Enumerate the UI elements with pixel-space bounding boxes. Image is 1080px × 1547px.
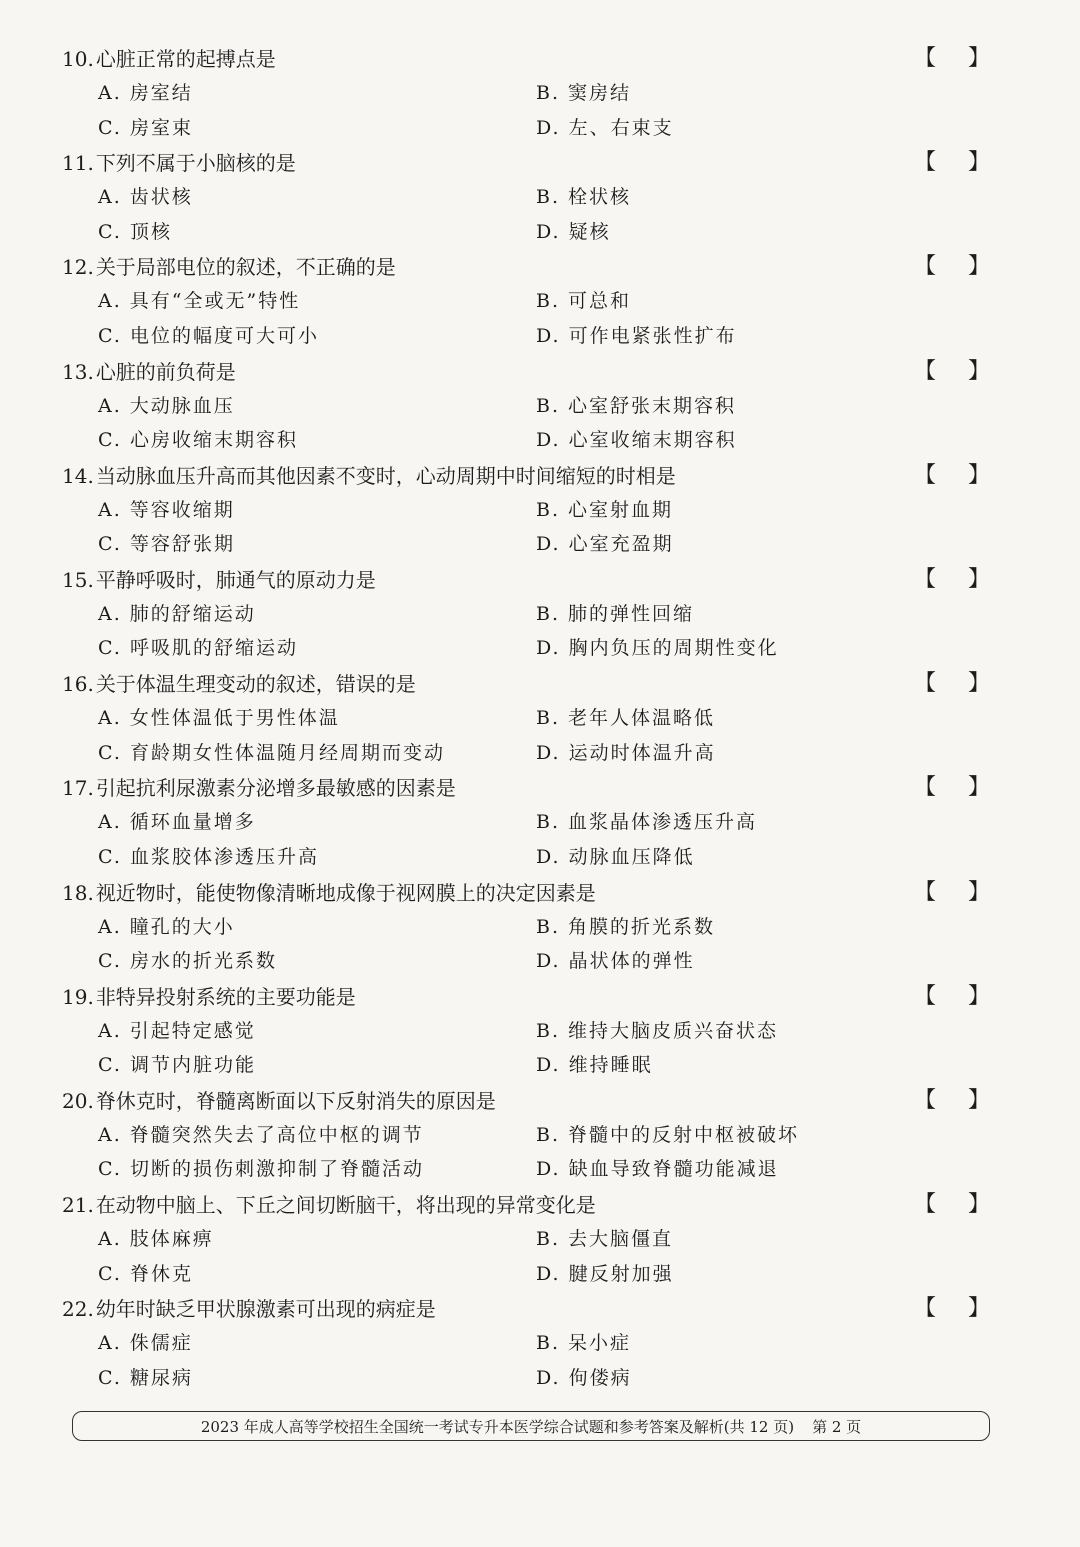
bracket-open: 【	[914, 462, 937, 488]
question-number: 21.	[62, 1193, 94, 1218]
bracket-close: 】	[967, 150, 990, 176]
question-number: 10.	[62, 47, 94, 71]
question-17	[62, 771, 1002, 875]
question-stem	[62, 876, 596, 910]
question-stem	[62, 1084, 496, 1118]
question-text: 关于体温生理变动的叙述，错误的是	[95, 672, 416, 697]
option-d: D. 运动时体温升高	[536, 741, 716, 764]
bracket-open: 【	[914, 879, 937, 905]
question-11	[62, 146, 1002, 250]
footer-title: 2023 年成人高等学校招生全国统一考试专升本医学综合试题和参考答案及解析(共 12 页)	[200, 1418, 795, 1436]
answer-bracket	[914, 771, 990, 805]
option-d: D. 晶状体的弹性	[536, 950, 695, 972]
answer-bracket	[914, 980, 990, 1014]
question-text: 关于局部电位的叙述，不正确的是	[95, 255, 396, 280]
option-b: B. 心室射血期	[536, 498, 674, 521]
option-a: A. 肺的舒缩运动	[98, 602, 256, 625]
question-text: 引起抗利尿激素分泌增多最敏感的因素是	[95, 776, 456, 801]
option-c: C. 血浆胶体渗透压升高	[98, 845, 319, 868]
question-13	[62, 355, 1002, 459]
answer-bracket	[914, 1084, 990, 1118]
bracket-close: 】	[967, 1192, 990, 1218]
option-c: C. 等容舒张期	[98, 533, 235, 556]
question-number: 12.	[62, 255, 94, 280]
question-text: 非特异投射系统的主要功能是	[95, 984, 356, 1009]
bracket-close: 】	[967, 254, 990, 280]
option-c: C. 呼吸肌的舒缩运动	[98, 637, 298, 660]
bracket-close: 】	[967, 46, 990, 71]
option-c: C. 顶核	[98, 220, 172, 243]
question-stem	[62, 459, 676, 493]
answer-bracket	[914, 146, 990, 180]
answer-bracket	[914, 563, 990, 597]
option-a: A. 侏儒症	[98, 1332, 193, 1355]
question-text: 下列不属于小脑核的是	[95, 151, 296, 176]
bracket-close: 】	[967, 671, 990, 697]
question-stem	[62, 146, 296, 180]
option-d: D. 腱反射加强	[536, 1262, 674, 1285]
option-a: A. 等容收缩期	[98, 498, 235, 521]
bracket-close: 】	[967, 879, 990, 905]
question-number: 15.	[62, 567, 94, 592]
option-c: C. 切断的损伤刺激抑制了脊髓活动	[98, 1158, 424, 1181]
option-a: A. 瞳孔的大小	[98, 915, 235, 938]
question-number: 11.	[62, 151, 94, 176]
option-c: C. 调节内脏功能	[98, 1054, 256, 1077]
question-stem	[62, 42, 276, 76]
bracket-open: 【	[914, 1087, 937, 1113]
option-c: C. 房水的折光系数	[98, 950, 277, 972]
option-d: D. 心室收缩末期容积	[536, 429, 737, 452]
question-stem	[62, 771, 456, 805]
option-b: B. 脊髓中的反射中枢被破坏	[536, 1123, 800, 1146]
option-b: B. 老年人体温略低	[536, 707, 716, 730]
question-10	[62, 42, 1002, 146]
question-text: 脊休克时，脊髓离断面以下反射消失的原因是	[95, 1088, 496, 1113]
bracket-close: 】	[967, 1087, 990, 1113]
answer-bracket	[914, 667, 990, 701]
question-18	[62, 876, 1002, 980]
option-b: B. 血浆晶体渗透压升高	[536, 811, 758, 834]
option-b: B. 肺的弹性回缩	[536, 602, 695, 625]
question-text: 幼年时缺乏甲状腺激素可出现的病症是	[95, 1297, 436, 1322]
bracket-close: 】	[967, 1296, 990, 1322]
question-16	[62, 667, 1002, 771]
question-stem	[62, 563, 376, 597]
option-b: B. 栓状核	[536, 186, 632, 209]
question-stem	[62, 355, 236, 389]
question-14	[62, 459, 1002, 563]
question-text: 心脏的前负荷是	[95, 359, 236, 384]
question-12	[62, 250, 1002, 354]
answer-bracket	[914, 1188, 990, 1222]
option-b: B. 角膜的折光系数	[536, 915, 716, 938]
bracket-open: 【	[914, 983, 937, 1009]
option-a: A. 房室结	[98, 82, 193, 104]
question-text: 心脏正常的起搏点是	[95, 47, 276, 71]
bracket-open: 【	[914, 150, 937, 176]
question-number: 14.	[62, 463, 94, 488]
question-number: 19.	[62, 984, 94, 1009]
question-21	[62, 1188, 1002, 1292]
bracket-close: 】	[967, 983, 990, 1009]
bracket-open: 【	[914, 46, 937, 71]
option-b: B. 维持大脑皮质兴奋状态	[536, 1019, 779, 1042]
option-d: D. 可作电紧张性扩布	[536, 324, 737, 347]
question-stem	[62, 667, 416, 701]
option-d: D. 疑核	[536, 220, 611, 243]
question-list	[62, 42, 1002, 1396]
option-d: D. 佝偻病	[536, 1366, 632, 1389]
page-number: 第 2 页	[812, 1418, 862, 1436]
page-footer	[72, 1411, 990, 1441]
question-15	[62, 563, 1002, 667]
question-number: 22.	[62, 1297, 94, 1322]
question-text: 在动物中脑上、下丘之间切断脑干，将出现的异常变化是	[95, 1193, 596, 1218]
option-b: B. 去大脑僵直	[536, 1228, 674, 1251]
question-number: 20.	[62, 1088, 94, 1113]
question-text: 当动脉血压升高而其他因素不变时，心动周期中时间缩短的时相是	[95, 463, 676, 488]
option-d: D. 心室充盈期	[536, 533, 674, 556]
answer-bracket	[914, 459, 990, 493]
option-b: B. 心室舒张末期容积	[536, 394, 737, 417]
option-a: A. 脊髓突然失去了高位中枢的调节	[98, 1123, 424, 1146]
option-b: B. 可总和	[536, 290, 632, 313]
option-d: D. 维持睡眠	[536, 1054, 653, 1077]
answer-bracket	[914, 250, 990, 284]
bracket-open: 【	[914, 358, 937, 384]
answer-bracket	[914, 42, 990, 76]
question-text: 平静呼吸时，肺通气的原动力是	[95, 567, 376, 592]
bracket-close: 】	[967, 566, 990, 592]
option-a: A. 引起特定感觉	[98, 1019, 256, 1042]
option-a: A. 循环血量增多	[98, 811, 256, 834]
question-stem	[62, 1188, 596, 1222]
option-c: C. 心房收缩末期容积	[98, 429, 298, 452]
option-c: C. 育龄期女性体温随月经周期而变动	[98, 741, 445, 764]
bracket-open: 【	[914, 671, 937, 697]
bracket-close: 】	[967, 462, 990, 488]
option-a: A. 肢体麻痹	[98, 1228, 214, 1251]
question-22	[62, 1292, 1002, 1396]
bracket-open: 【	[914, 1192, 937, 1218]
option-a: A. 大动脉血压	[98, 394, 235, 417]
question-number: 18.	[62, 880, 94, 905]
bracket-close: 】	[967, 358, 990, 384]
option-d: D. 动脉血压降低	[536, 845, 695, 868]
question-stem	[62, 1292, 436, 1326]
question-number: 13.	[62, 359, 94, 384]
answer-bracket	[914, 876, 990, 910]
question-stem	[62, 980, 356, 1014]
option-d: D. 左、右束支	[536, 116, 674, 139]
bracket-open: 【	[914, 775, 937, 801]
option-a: A. 齿状核	[98, 186, 193, 209]
option-b: B. 窦房结	[536, 82, 632, 104]
option-c: C. 脊休克	[98, 1262, 193, 1285]
bracket-open: 【	[914, 254, 937, 280]
option-d: D. 缺血导致脊髓功能减退	[536, 1158, 779, 1181]
option-b: B. 呆小症	[536, 1332, 632, 1355]
question-number: 16.	[62, 672, 94, 697]
option-a: A. 具有“全或无”特性	[98, 290, 301, 313]
option-c: C. 房室束	[98, 116, 193, 139]
answer-bracket	[914, 1292, 990, 1326]
bracket-open: 【	[914, 566, 937, 592]
question-20	[62, 1084, 1002, 1188]
bracket-open: 【	[914, 1296, 937, 1322]
bracket-close: 】	[967, 775, 990, 801]
option-c: C. 电位的幅度可大可小	[98, 324, 319, 347]
question-19	[62, 980, 1002, 1084]
option-c: C. 糖尿病	[98, 1366, 193, 1389]
option-a: A. 女性体温低于男性体温	[98, 707, 340, 730]
question-text: 视近物时，能使物像清晰地成像于视网膜上的决定因素是	[95, 880, 596, 905]
option-d: D. 胸内负压的周期性变化	[536, 637, 779, 660]
question-number: 17.	[62, 776, 94, 801]
answer-bracket	[914, 355, 990, 389]
question-stem	[62, 250, 396, 284]
